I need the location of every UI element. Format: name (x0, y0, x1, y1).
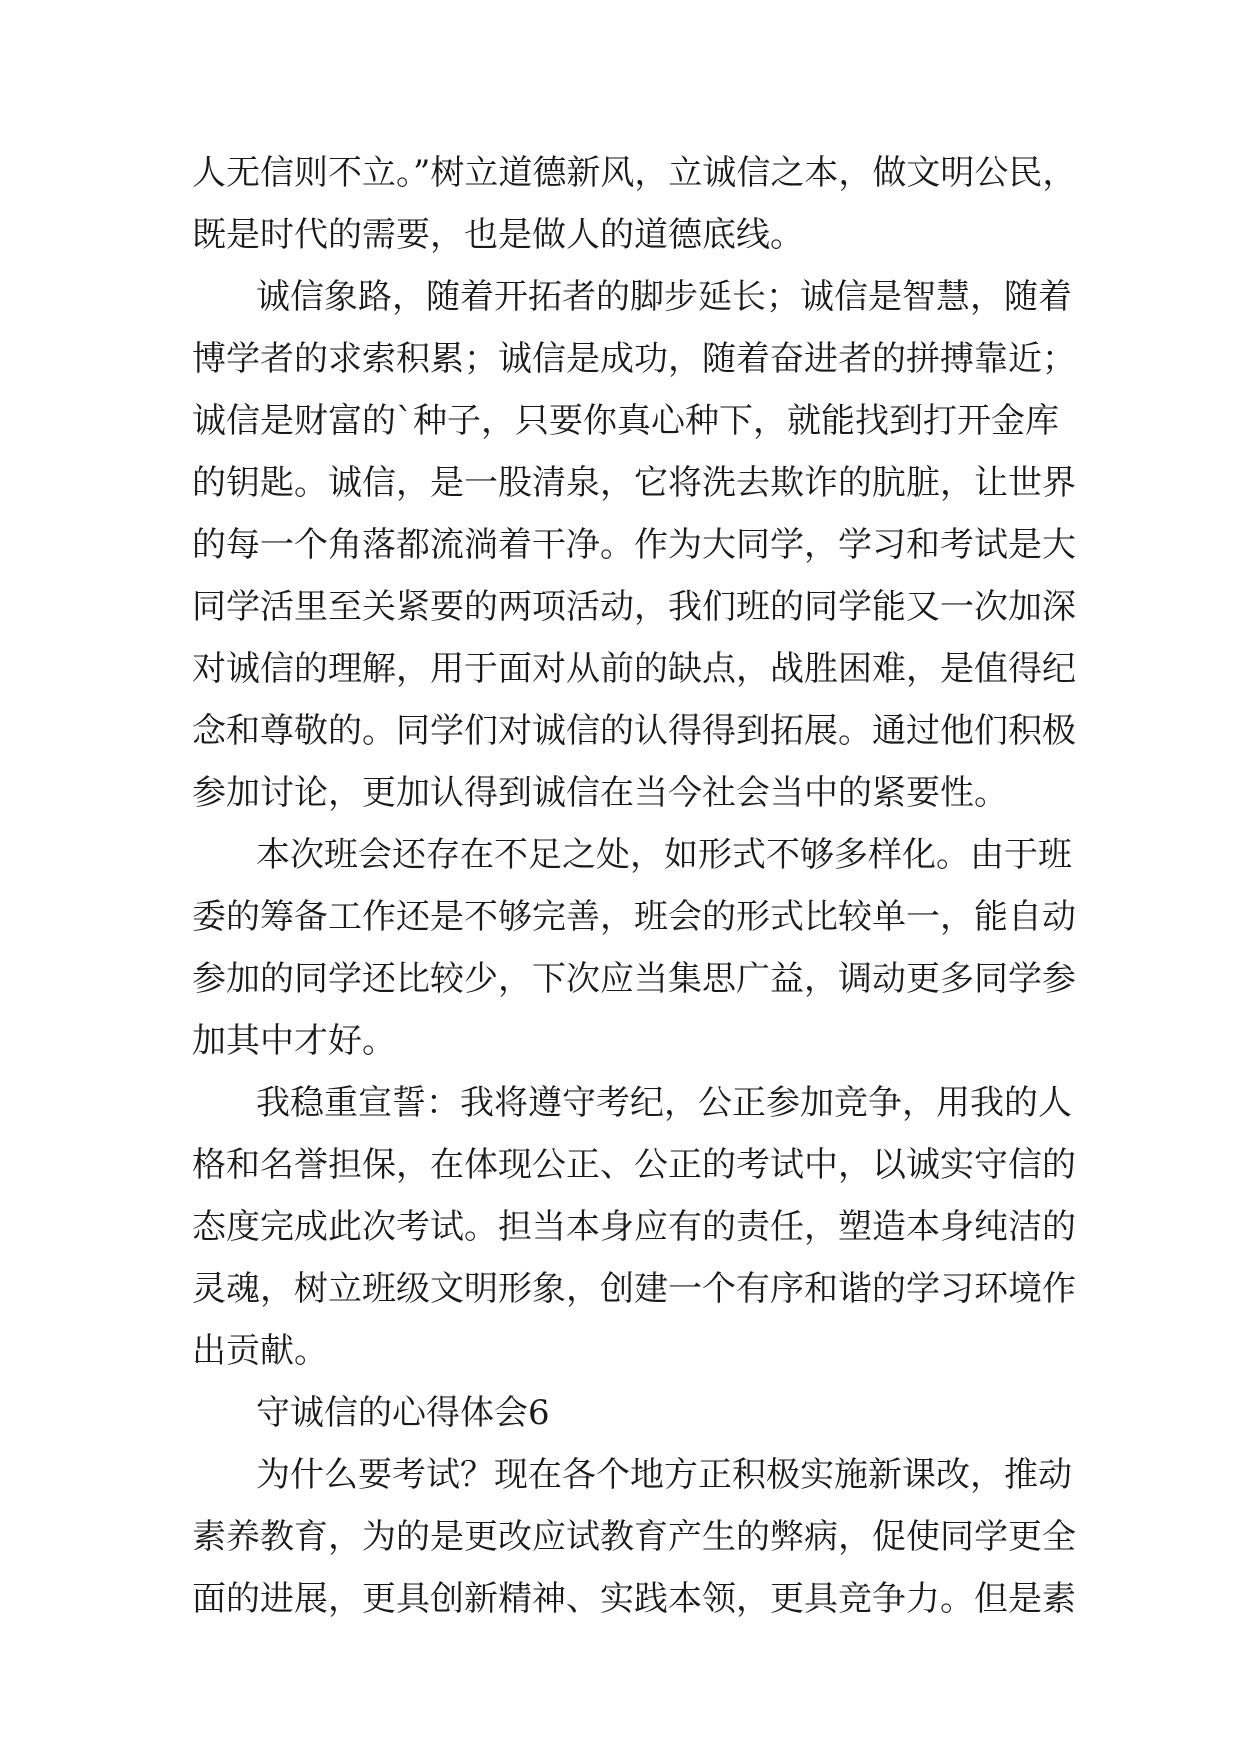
text-line: 委的筹备工作还是不够完善，班会的形式比较单一，能自动 (192, 897, 1076, 937)
text-line: 加其中才好。 (192, 1021, 396, 1061)
text-line: 为什么要考试？现在各个地方正积极实施新课改，推动 (256, 1455, 1072, 1495)
text-line: 素养教育，为的是更改应试教育产生的弊病，促使同学更全 (192, 1517, 1076, 1557)
text-line: 格和名誉担保，在体现公正、公正的考试中，以诚实守信的 (192, 1145, 1076, 1185)
text-line: 参加讨论，更加认得到诚信在当今社会当中的紧要性。 (192, 773, 1008, 813)
text-line: 念和尊敬的。同学们对诚信的认得得到拓展。通过他们积极 (192, 711, 1076, 751)
text-line: 对诚信的理解，用于面对从前的缺点，战胜困难，是值得纪 (192, 649, 1076, 689)
text-line: 出贡献。 (192, 1331, 328, 1371)
text-line: 态度完成此次考试。担当本身应有的责任，塑造本身纯洁的 (192, 1207, 1076, 1247)
text-line: 的钥匙。诚信，是一股清泉，它将洗去欺诈的肮脏，让世界 (192, 463, 1076, 503)
text-line: 灵魂，树立班级文明形象，创建一个有序和谐的学习环境作 (192, 1269, 1076, 1309)
section-heading: 守诚信的心得体会6 (256, 1393, 550, 1433)
text-line: 博学者的求索积累；诚信是成功，随着奋进者的拼搏靠近； (192, 339, 1076, 379)
text-line: 人无信则不立。”树立道德新风，立诚信之本，做文明公民， (192, 153, 1077, 193)
text-line: 我稳重宣誓：我将遵守考纪，公正参加竞争，用我的人 (256, 1083, 1072, 1123)
text-line: 面的进展，更具创新精神、实践本领，更具竞争力。但是素 (192, 1579, 1076, 1619)
text-line: 既是时代的需要，也是做人的道德底线。 (192, 215, 804, 255)
text-line: 本次班会还存在不足之处，如形式不够多样化。由于班 (256, 835, 1072, 875)
text-line: 诚信象路，随着开拓者的脚步延长；诚信是智慧，随着 (256, 277, 1072, 317)
text-line: 的每一个角落都流淌着干净。作为大同学，学习和考试是大 (192, 525, 1076, 565)
text-line: 同学活里至关紧要的两项活动，我们班的同学能又一次加深 (192, 587, 1076, 627)
text-line: 诚信是财富的`种子，只要你真心种下，就能找到打开金库 (192, 401, 1059, 441)
text-line: 参加的同学还比较少，下次应当集思广益，调动更多同学参 (192, 959, 1076, 999)
